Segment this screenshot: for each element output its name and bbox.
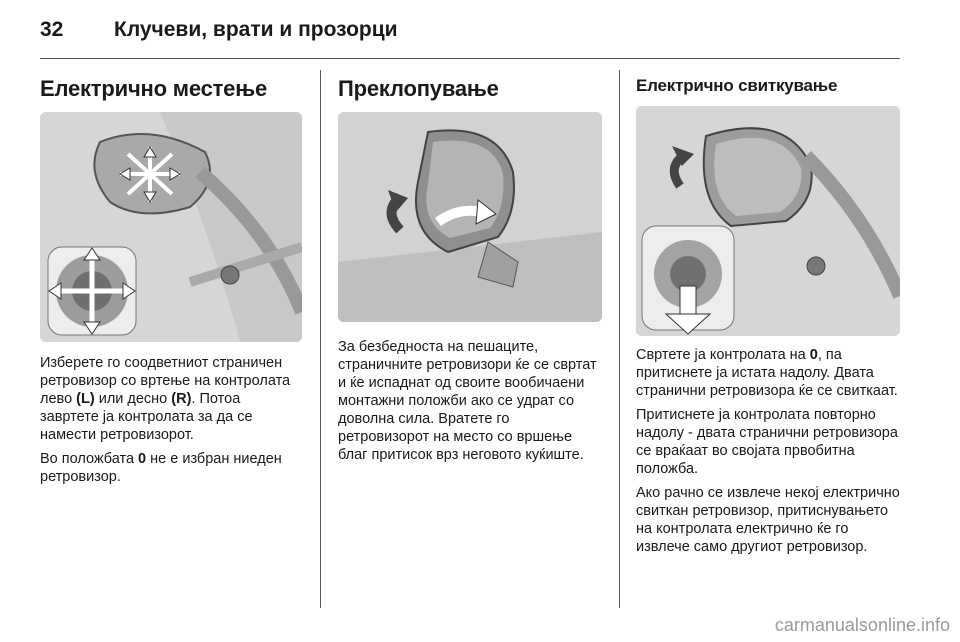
column-divider [320,70,321,608]
page-number: 32 [40,18,64,41]
paragraph: Свртете ја контролата на 0, па притиснете ја истата надолу. Двата странични ретровизора ќе се свиткаат. [636,347,898,399]
mirror-fold-figure [338,112,602,322]
paragraph: За безбедноста на пешаците, страничните ретровизори ќе се свртат и ќе испаднат од своите вообичаени монтажни положби ако се удрат со доволна сила. Вратете го ретровизорот на место со вршење благ притисок врз неговото куќиште. [338,339,597,463]
paragraph: Притиснете ја контролата повторно надолу - двата странични ретровизора се враќаат во својата првобитна положба. [636,407,898,477]
mirror-adjust-figure [40,112,302,342]
section-heading: Електрично свиткување [636,76,838,95]
mirror-electric-fold-diagram-icon [636,106,900,336]
paragraph: Во положбата 0 не е избран ниеден ретровизор. [40,451,282,485]
mirror-fold-diagram-icon [338,112,602,322]
section-electric-adjust [40,68,302,492]
section-heading: Преклопување [338,76,499,101]
header-rule [40,58,900,59]
paragraph: Изберете го соодветниот страничен ретровизор со вртење на контролата лево (L) или десно (R). Потоа завртете ја контролата за да се намести ретровизорот. [40,355,291,443]
mirror-adjust-diagram-icon [40,112,302,342]
section-folding [338,68,602,470]
watermark: carmanualsonline.info [774,615,950,635]
column-divider [619,70,620,608]
section-electric-folding [636,68,902,562]
page-header-title: Клучеви, врати и прозорци [114,18,398,41]
mirror-electric-fold-figure [636,106,900,336]
section-heading: Електрично местење [40,76,267,101]
paragraph: Ако рачно се извлече некој електрично свиткан ретровизор, притиснувањето на контролата електрично ќе го извлече само другиот ретровизор. [636,485,900,555]
